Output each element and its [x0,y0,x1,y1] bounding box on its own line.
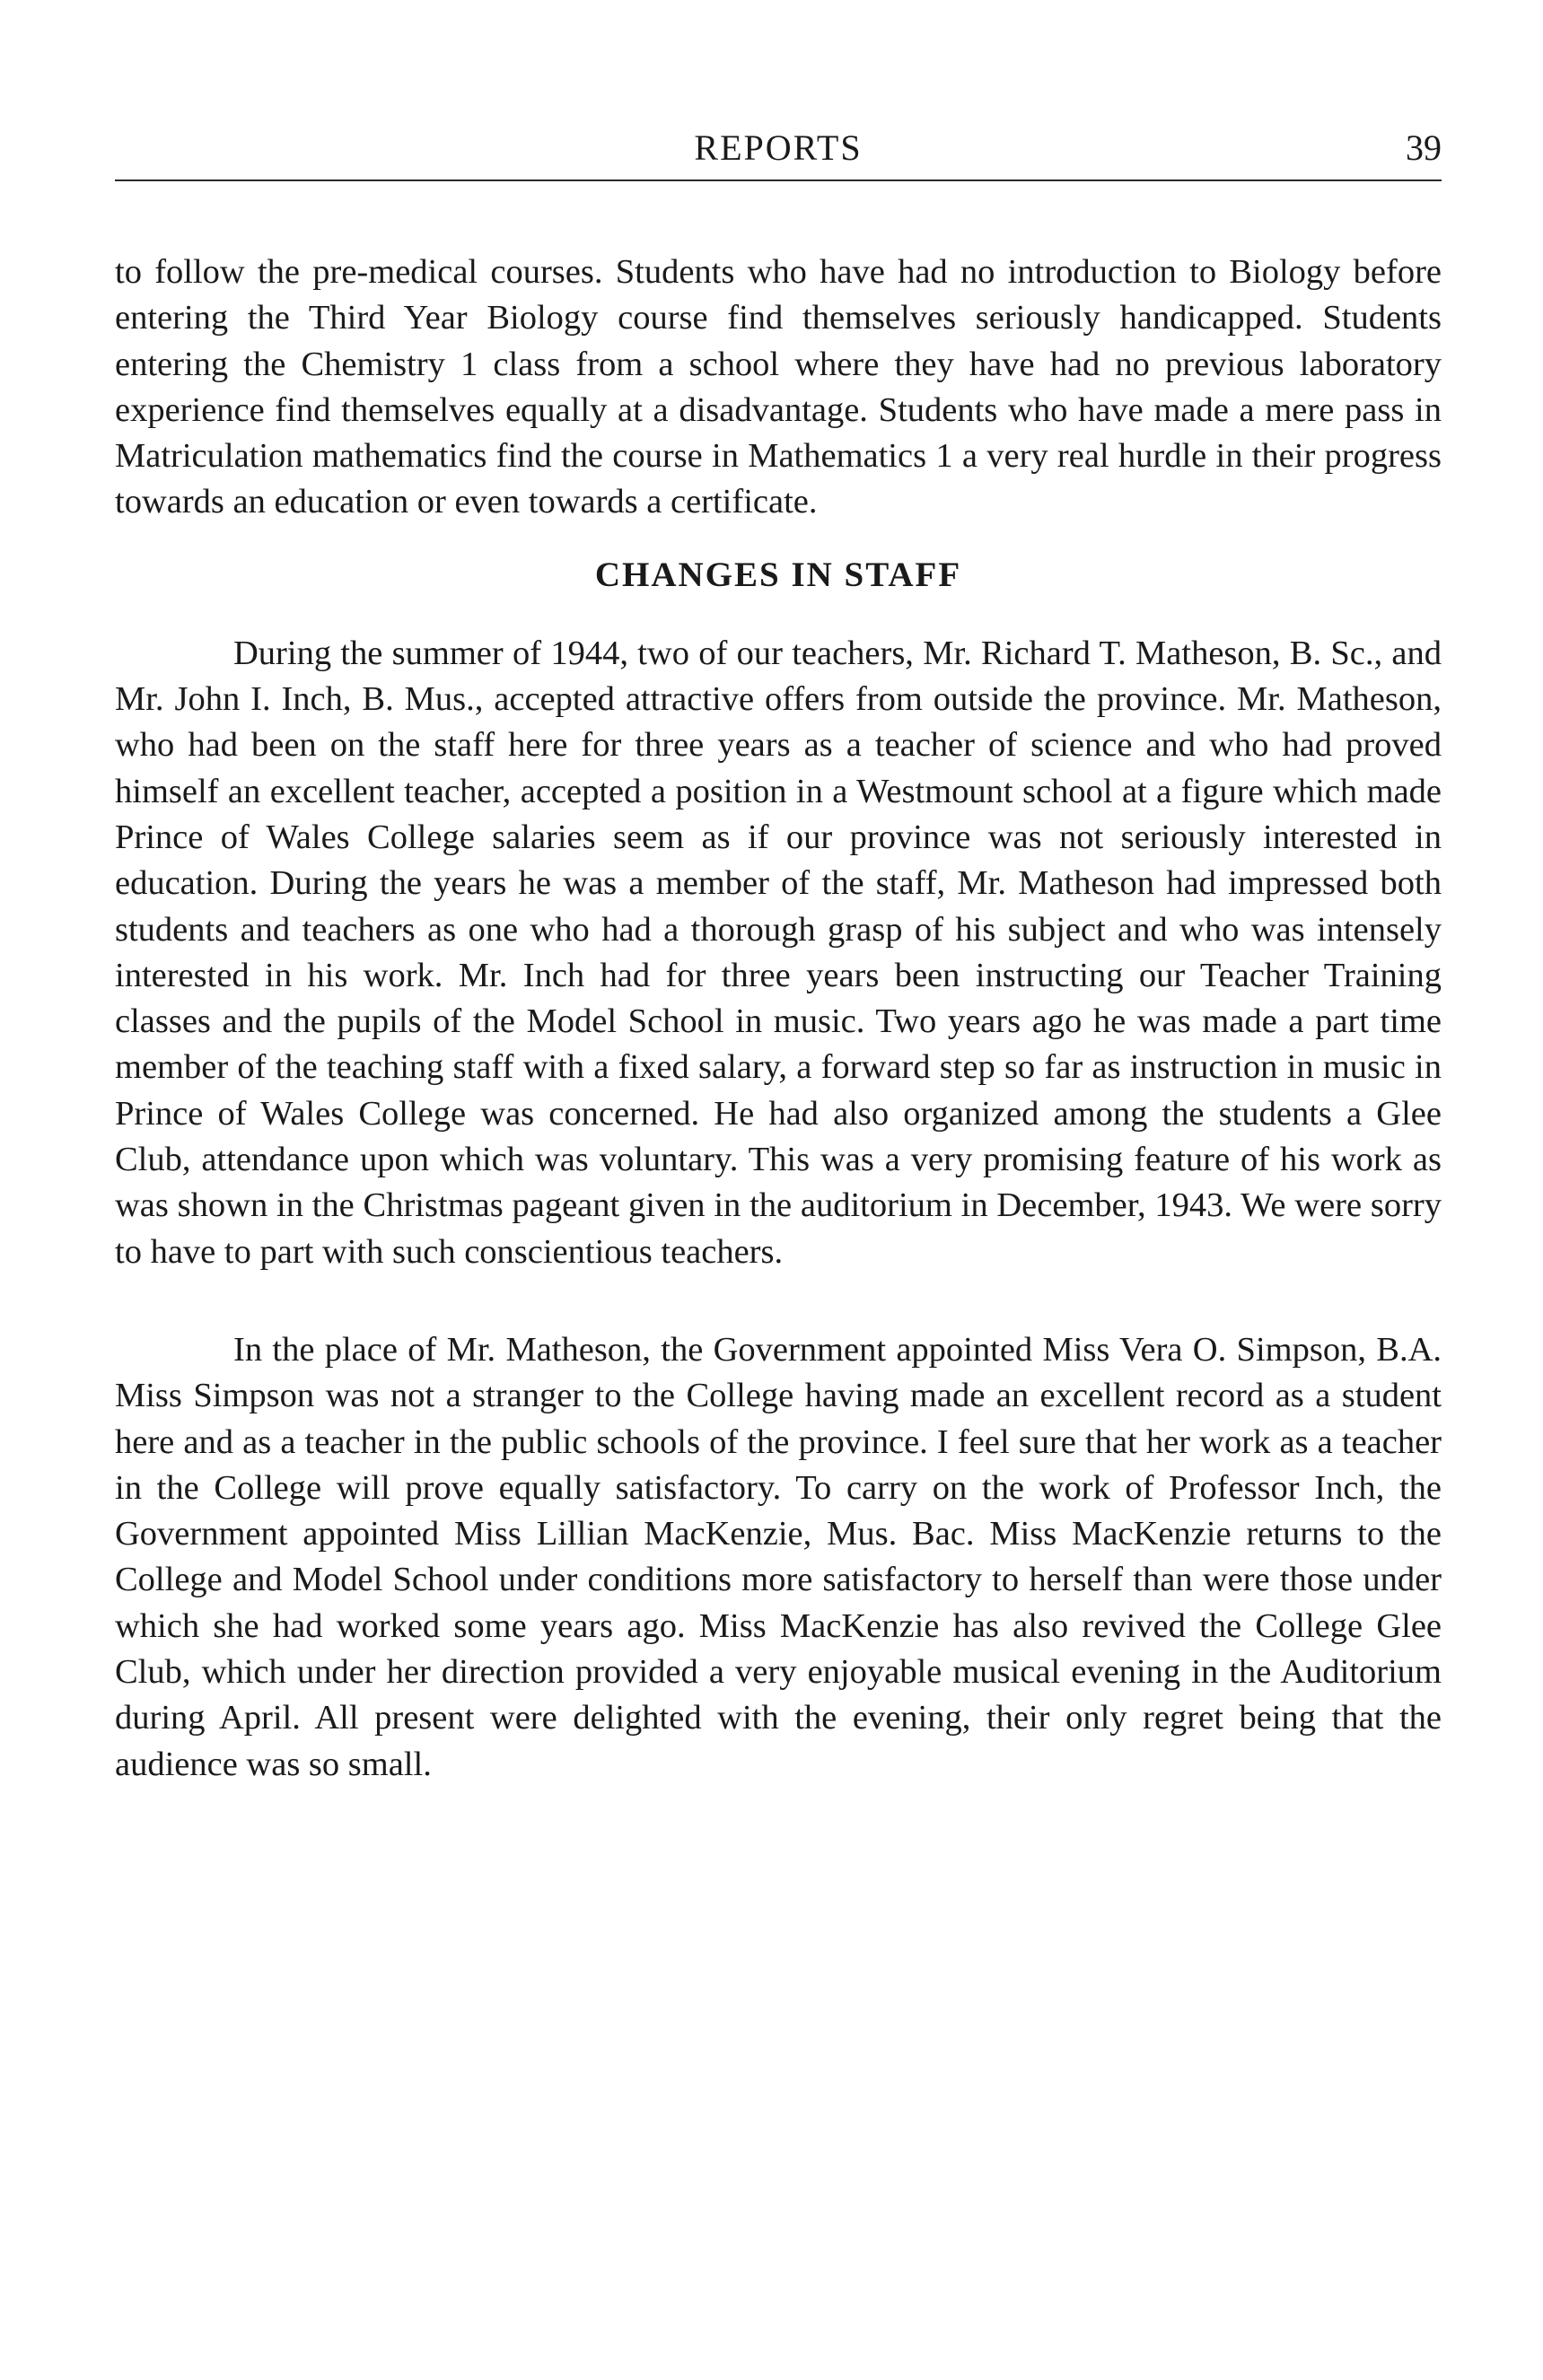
section-heading: CHANGES IN STAFF [594,555,962,594]
header-title: REPORTS [694,127,863,168]
running-header [115,124,1442,181]
paragraph-staff-departures: During the summer of 1944, two of our teachers, Mr. Richard T. Matheson, B. Sc., and Mr. John I. Inch, B. Mus., accepted attractive offers from outside the province. Mr. Matheson, who had been on the staff here for three years as a teacher of science and who had proved himself an excellent teacher, accepted a position in a Westmount school at a figure which made Prince of Wales College salaries seem as if our province was not seriously interested in education. During the years he was a member of the staff, Mr. Matheson had impressed both students and teachers as one who had a thorough grasp of his subject and who was intensely interested in his work. Mr. Inch had for three years been instructing our Teacher Training classes and the pupils of the Model School in music. Two years ago he was made a part time member of the teaching staff with a fixed salary, a forward step so far as instruction in music in Prince of Wales College was concerned. He had also organized among the students a Glee Club, attendance upon which was voluntary. This was a very promising feature of his work as was shown in the Christmas pageant given in the auditorium in December, 1943. We were sorry to have to part with such conscientious teachers. [115,634,1442,1271]
paragraph-staff-appointments: In the place of Mr. Matheson, the Government appointed Miss Vera O. Simpson, B.A. Miss Simpson was not a stranger to the College having made an excellent record as a student here and as a teacher in the public schools of the province. I feel sure that her work as a teacher in the College will prove equally satisfactory. To carry on the work of Professor Inch, the Government appointed Miss Lillian MacKenzie, Mus. Bac. Miss MacKenzie returns to the College and Model School under conditions more satisfactory to herself than were those under which she had worked some years ago. Miss MacKenzie has also revived the College Glee Club, which under her direction provided a very enjoyable musical evening in the Auditorium during April. All present were delighted with the evening, their only regret being that the audience was so small. [115,1330,1442,1783]
page-number: 39 [1406,127,1442,168]
body-text [115,249,1442,1788]
paragraph-continued: to follow the pre-medical courses. Students who have had no introduction to Biology before entering the Third Year Biology course find themselves seriously handicapped. Students entering the Chemistry 1 class from a school where they have had no previous laboratory experience find themselves equally at a disadvantage. Students who have made a mere pass in Matriculation mathematics find the course in Mathematics 1 a very real hurdle in their progress towards an education or even towards a certificate. [115,253,1442,521]
